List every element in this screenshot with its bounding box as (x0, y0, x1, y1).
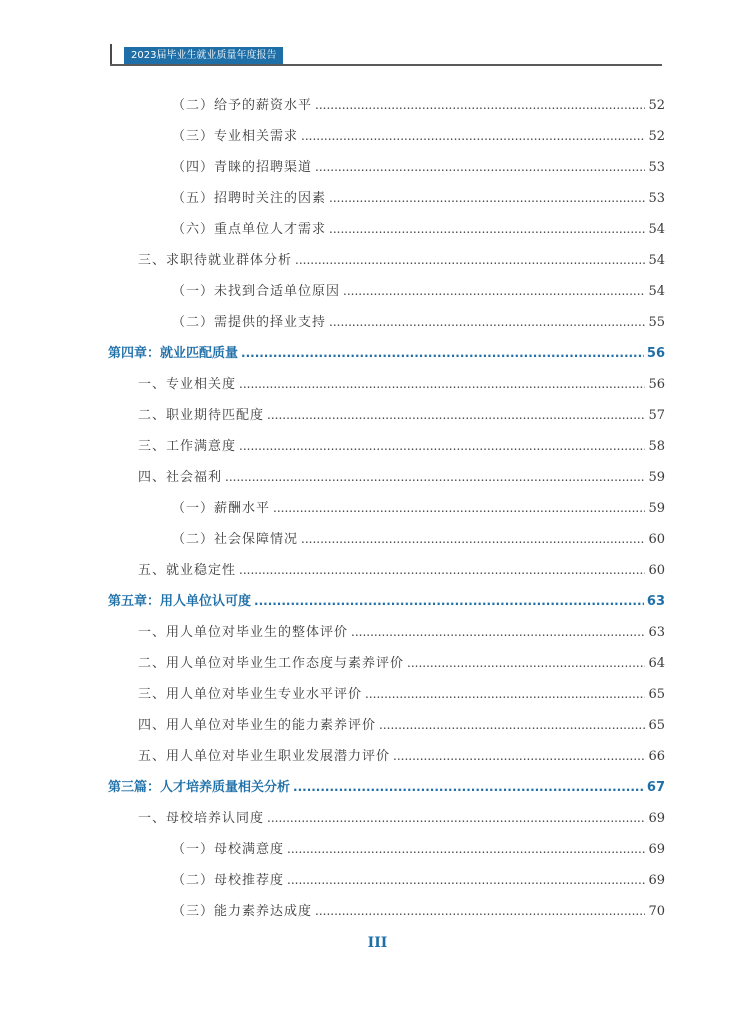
report-title-tab: 2023届毕业生就业质量年度报告 (124, 47, 283, 64)
toc-entry-page: 69 (648, 873, 665, 888)
toc-leader-dots (301, 126, 645, 146)
toc-entry-title: 四、用人单位对毕业生的能力素养评价 (138, 718, 377, 733)
toc-leader-dots (287, 870, 645, 890)
toc-entry[interactable] (138, 467, 665, 487)
toc-entry-page: 53 (648, 191, 665, 206)
toc-entry-page: 54 (648, 284, 665, 299)
toc-entry-page: 65 (648, 718, 665, 733)
toc-leader-dots (225, 467, 645, 487)
toc-entry[interactable] (172, 312, 665, 332)
toc-entry-title: （三）专业相关需求 (172, 129, 299, 144)
toc-leader-dots (351, 622, 645, 642)
toc-leader-dots (273, 498, 645, 518)
toc-entry-page: 67 (646, 780, 665, 795)
toc-entry[interactable] (172, 839, 665, 859)
toc-chapter-entry[interactable] (108, 343, 665, 363)
toc-leader-dots (239, 560, 645, 580)
header-vertical-rule (110, 44, 112, 66)
toc-entry-page: 65 (648, 687, 665, 702)
toc-entry-title: 四、社会福利 (138, 470, 223, 485)
toc-leader-dots (393, 746, 645, 766)
toc-entry[interactable] (138, 436, 665, 456)
toc-entry-page: 54 (648, 222, 665, 237)
toc-entry[interactable] (138, 560, 665, 580)
toc-entry[interactable] (172, 901, 665, 921)
toc-leader-dots (329, 219, 645, 239)
toc-entry-title: 三、求职待就业群体分析 (138, 253, 293, 268)
toc-entry-title: 第五章：用人单位认可度 (108, 594, 252, 609)
toc-entry-title: （六）重点单位人才需求 (172, 222, 327, 237)
toc-entry-title: 五、用人单位对毕业生职业发展潜力评价 (138, 749, 391, 764)
toc-entry-title: （一）母校满意度 (172, 842, 285, 857)
toc-entry-page: 53 (648, 160, 665, 175)
toc-entry[interactable] (172, 95, 665, 115)
toc-entry[interactable] (138, 715, 665, 735)
toc-leader-dots (295, 250, 645, 270)
toc-leader-dots (329, 188, 645, 208)
toc-entry[interactable] (172, 529, 665, 549)
toc-entry-title: （一）薪酬水平 (172, 501, 271, 516)
toc-entry[interactable] (138, 622, 665, 642)
toc-entry-page: 63 (646, 594, 665, 609)
toc-entry-title: （五）招聘时关注的因素 (172, 191, 327, 206)
toc-entry[interactable] (138, 808, 665, 828)
toc-leader-dots (315, 157, 645, 177)
toc-entry[interactable] (172, 157, 665, 177)
toc-entry-page: 56 (646, 346, 665, 361)
toc-entry-title: （二）母校推荐度 (172, 873, 285, 888)
toc-entry-page: 54 (648, 253, 665, 268)
toc-entry[interactable] (172, 281, 665, 301)
toc-leader-dots (267, 808, 645, 828)
toc-entry[interactable] (138, 374, 665, 394)
toc-entry-page: 63 (648, 625, 665, 640)
toc-leader-dots (293, 777, 644, 797)
toc-entry-title: 一、专业相关度 (138, 377, 237, 392)
toc-entry[interactable] (172, 219, 665, 239)
toc-entry[interactable] (172, 498, 665, 518)
toc-entry-title: 第三篇：人才培养质量相关分析 (108, 780, 291, 795)
toc-entry-page: 60 (648, 532, 665, 547)
toc-entry-title: 第四章：就业匹配质量 (108, 346, 239, 361)
toc-leader-dots (379, 715, 645, 735)
toc-entry-title: 三、工作满意度 (138, 439, 237, 454)
toc-entry-page: 70 (648, 904, 665, 919)
toc-entry-page: 59 (648, 501, 665, 516)
toc-entry-page: 52 (648, 98, 665, 113)
toc-entry-title: 五、就业稳定性 (138, 563, 237, 578)
toc-entry-page: 57 (648, 408, 665, 423)
toc-entry-title: （四）青睐的招聘渠道 (172, 160, 313, 175)
toc-leader-dots (239, 436, 645, 456)
toc-entry[interactable] (172, 188, 665, 208)
toc-leader-dots (254, 591, 644, 611)
toc-leader-dots (343, 281, 645, 301)
toc-entry[interactable] (172, 870, 665, 890)
toc-entry-title: 一、母校培养认同度 (138, 811, 265, 826)
toc-leader-dots (315, 95, 645, 115)
toc-entry-page: 64 (648, 656, 665, 671)
toc-entry-title: （一）未找到合适单位原因 (172, 284, 341, 299)
toc-entry-title: （二）需提供的择业支持 (172, 315, 327, 330)
toc-leader-dots (315, 901, 645, 921)
toc-entry-page: 58 (648, 439, 665, 454)
toc-entry-title: 三、用人单位对毕业生专业水平评价 (138, 687, 363, 702)
toc-entry[interactable] (138, 746, 665, 766)
toc-entry[interactable] (138, 405, 665, 425)
toc-entry[interactable] (138, 250, 665, 270)
toc-entry-page: 56 (648, 377, 665, 392)
toc-entry-page: 69 (648, 811, 665, 826)
toc-leader-dots (241, 343, 644, 363)
toc-leader-dots (267, 405, 645, 425)
toc-leader-dots (407, 653, 645, 673)
toc-entry[interactable] (138, 684, 665, 704)
toc-entry-title: 一、用人单位对毕业生的整体评价 (138, 625, 349, 640)
toc-leader-dots (301, 529, 645, 549)
toc-entry-page: 52 (648, 129, 665, 144)
toc-entry[interactable] (138, 653, 665, 673)
toc-entry-title: （三）能力素养达成度 (172, 904, 313, 919)
toc-entry-page: 66 (648, 749, 665, 764)
toc-chapter-entry[interactable] (108, 591, 665, 611)
page-number: III (367, 935, 388, 951)
toc-entry-page: 69 (648, 842, 665, 857)
toc-entry[interactable] (172, 126, 665, 146)
toc-leader-dots (287, 839, 645, 859)
toc-entry-page: 60 (648, 563, 665, 578)
toc-leader-dots (329, 312, 645, 332)
toc-entry-title: 二、职业期待匹配度 (138, 408, 265, 423)
header-horizontal-rule (110, 64, 662, 66)
toc-entry-page: 59 (648, 470, 665, 485)
toc-leader-dots (239, 374, 645, 394)
toc-leader-dots (365, 684, 645, 704)
toc-chapter-entry[interactable] (108, 777, 665, 797)
toc-entry-title: 二、用人单位对毕业生工作态度与素养评价 (138, 656, 405, 671)
toc-entry-title: （二）社会保障情况 (172, 532, 299, 547)
toc-entry-title: （二）给予的薪资水平 (172, 98, 313, 113)
toc-entry-page: 55 (648, 315, 665, 330)
